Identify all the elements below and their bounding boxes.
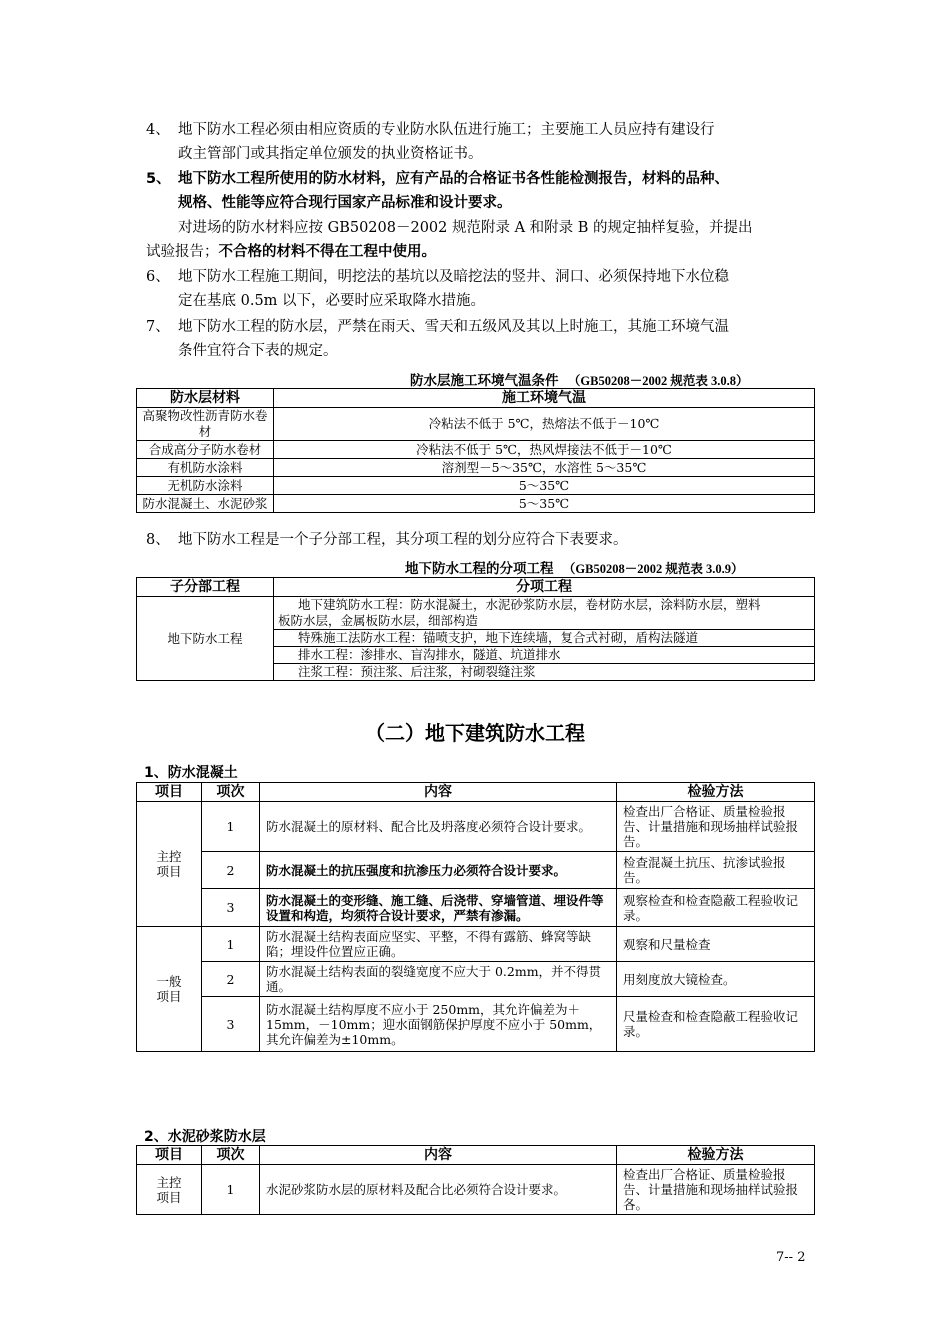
subdivision-table	[136, 577, 815, 681]
table2-group: 地下防水工程	[137, 597, 274, 681]
table-row: 3 防水混凝土的变形缝、施工缝、后浇带、穿墙管道、埋设件等设置和构造，均须符合设计要求，严禁有渗漏。 观察检查和检查隐蔽工程验收记录。	[137, 889, 815, 927]
para-4-line2: 政主管部门或其指定单位颁发的执业资格证书。	[178, 146, 483, 162]
table-row: 无机防水涂料 5～35℃	[137, 477, 815, 495]
table-row: 高聚物改性沥青防水卷材 冷粘法不低于 5℃，热熔法不低于－10℃	[137, 408, 815, 441]
para-8: 8、 地下防水工程是一个子分部工程，其分项工程的划分应符合下表要求。	[146, 532, 628, 548]
table-row: 3 防水混凝土结构厚度不应小于 250mm，其允许偏差为＋15mm，－10mm；迎水面钢筋保护厚度不应小于 50mm，其允许偏差为±10mm。 尺量检查和检查隐蔽工程验收记录。	[137, 997, 815, 1052]
table1-header: 防水层材料	[137, 389, 274, 408]
table2-caption: 地下防水工程的分项工程 （GB50208－2002 规范表 3.0.9）	[405, 561, 744, 577]
table-row: 有机防水涂料 溶剂型－5～35℃，水溶性 5～35℃	[137, 459, 815, 477]
table4-header: 项目	[137, 1146, 202, 1165]
table-row: 主控项目 1 水泥砂浆防水层的原材料及配合比必须符合设计要求。 检查出厂合格证、质量检验报告、计量措施和现场抽样试验报各。	[137, 1165, 815, 1215]
table4-header: 内容	[260, 1146, 617, 1165]
para-5-line2: 规格、性能等应符合现行国家产品标准和设计要求。	[178, 195, 512, 211]
para-5b: 对进场的防水材料应按 GB50208－2002 规范附录 A 和附录 B 的规定抽样复验，并提出	[178, 220, 753, 236]
para-7-line2: 条件宜符合下表的规定。	[178, 343, 338, 359]
table3-header: 项目	[137, 783, 202, 802]
page-number: 7-- 2	[776, 1250, 806, 1265]
table-row: 防水混凝土、水泥砂浆 5～35℃	[137, 495, 815, 513]
table-row: 2 防水混凝土结构表面的裂缝宽度不应大于 0.2mm，并不得贯通。 用刻度放大镜检查。	[137, 962, 815, 997]
table3-header: 检验方法	[617, 783, 815, 802]
table3-header: 项次	[202, 783, 260, 802]
table4-group-main: 主控项目	[137, 1165, 202, 1215]
table3-title: 1、防水混凝土	[144, 765, 238, 781]
table4-header: 检验方法	[617, 1146, 815, 1165]
para-5: 5、 地下防水工程所使用的防水材料，应有产品的合格证书各性能检测报告，材料的品种、	[146, 171, 729, 187]
table-row: 2 防水混凝土的抗压强度和抗渗压力必须符合设计要求。 检查混凝土抗压、抗渗试验报告。	[137, 852, 815, 889]
table-row: 注浆工程：预注浆、后注浆，衬砌裂缝注浆	[137, 664, 815, 681]
table1-caption: 防水层施工环境气温条件 （GB50208－2002 规范表 3.0.8）	[410, 373, 749, 389]
table-row: 特殊施工法防水工程：锚喷支护，地下连续墙，复合式衬砌，盾构法隧道	[137, 630, 815, 647]
concrete-table	[136, 782, 815, 1052]
para-4: 4、 地下防水工程必须由相应资质的专业防水队伍进行施工；主要施工人员应持有建设行	[146, 122, 715, 138]
table3-group-general: 一般项目	[137, 927, 202, 1052]
table-row: 合成高分子防水卷材 冷粘法不低于 5℃，热风焊接法不低于－10℃	[137, 441, 815, 459]
table2-header: 分项工程	[274, 578, 815, 597]
mortar-table	[136, 1145, 815, 1215]
table1-header: 施工环境气温	[274, 389, 815, 408]
para-6: 6、 地下防水工程施工期间，明挖法的基坑以及暗挖法的竖井、洞口、必须保持地下水位稳	[146, 269, 729, 285]
table4-title: 2、水泥砂浆防水层	[144, 1129, 266, 1145]
table-row: 主控项目 1 防水混凝土的原材料、配合比及坍落度必须符合设计要求。 检查出厂合格证、质量检验报告、计量措施和现场抽样试验报告。	[137, 802, 815, 852]
table3-group-main: 主控项目	[137, 802, 202, 927]
table-row: 排水工程：渗排水、盲沟排水，隧道、坑道排水	[137, 647, 815, 664]
table2-header: 子分部工程	[137, 578, 274, 597]
para-5b-line2: 试验报告；不合格的材料不得在工程中使用。	[146, 244, 436, 260]
table-row: 一般项目 1 防水混凝土结构表面应坚实、平整，不得有露筋、蜂窝等缺陷；埋设件位置应正确。 观察和尺量检查	[137, 927, 815, 962]
table4-header: 项次	[202, 1146, 260, 1165]
para-6-line2: 定在基底 0.5m 以下，必要时应采取降水措施。	[178, 293, 486, 309]
para-7: 7、 地下防水工程的防水层，严禁在雨天、雪天和五级风及其以上时施工，其施工环境气温	[146, 319, 729, 335]
temperature-table	[136, 388, 815, 513]
section-title: （二）地下建筑防水工程	[365, 721, 585, 745]
table3-header: 内容	[260, 783, 617, 802]
table-row: 地下防水工程 地下建筑防水工程：防水混凝土，水泥砂浆防水层，卷材防水层，涂料防水层，塑料 板防水层，金属板防水层，细部构造	[137, 597, 815, 630]
